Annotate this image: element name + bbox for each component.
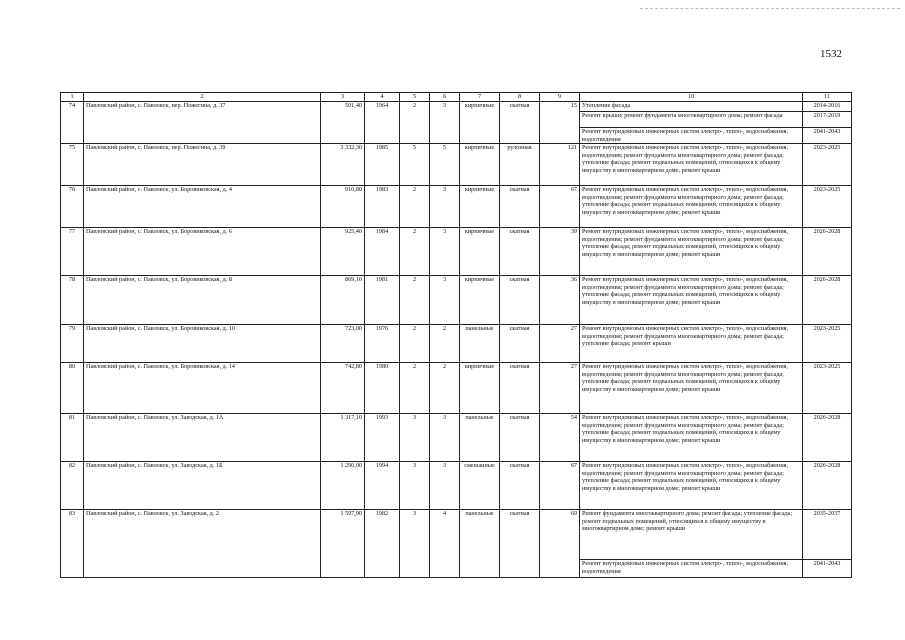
entrances-cell: 3: [430, 462, 460, 510]
column-header-10: 10: [580, 93, 803, 102]
walls-cell: кирпичные: [460, 144, 500, 186]
entrances-cell: 3: [430, 228, 460, 276]
address-cell: Павловский район, с. Павловск, ул. Заводская, д. 1Б: [84, 462, 321, 510]
works-cell: Утепление фасада: [580, 102, 803, 112]
works-cell: Ремонт внутридомовых инженерных систем электро-, тепло-, водоснабжения, водоотведения; ремонт фундамента многоквартирного дома; ремонт фасада; утепление фасада; ремонт крыши: [580, 325, 803, 363]
table-row: [61, 414, 852, 462]
roof-cell: скатная: [500, 510, 540, 578]
row-number: 77: [61, 228, 84, 276]
table-row: [61, 102, 852, 112]
column-header-5: 5: [400, 93, 430, 102]
address-cell: Павловский район, с. Павловск, ул. Боровиковская, д. 6: [84, 228, 321, 276]
roof-cell: скатная: [500, 228, 540, 276]
residents-cell: 67: [540, 186, 580, 228]
walls-cell: панельные: [460, 414, 500, 462]
floors-cell: 3: [400, 414, 430, 462]
floors-cell: 2: [400, 276, 430, 325]
address-cell: Павловский район, с. Павловск, ул. Боровиковская, д. 8: [84, 276, 321, 325]
area-cell: 742,80: [321, 363, 365, 414]
year-cell: 1982: [365, 510, 400, 578]
roof-cell: скатная: [500, 414, 540, 462]
year-cell: 1994: [365, 462, 400, 510]
walls-cell: кирпичные: [460, 363, 500, 414]
walls-cell: кирпичные: [460, 228, 500, 276]
roof-cell: скатная: [500, 276, 540, 325]
works-cell: Ремонт внутридомовых инженерных систем электро-, тепло-, водоснабжения, водоотведения; ремонт фундамента многоквартирного дома; ремонт фасада; утепление фасада; ремонт подвальных помещений, относящихся к общему имуществу в многоквартирном доме; ремонт крыши: [580, 414, 803, 462]
header-row: [61, 93, 852, 102]
period-cell: 2026-2028: [803, 276, 852, 325]
entrances-cell: 5: [430, 144, 460, 186]
address-cell: Павловский район, с. Павловск, пер. Пожегина, д. 37: [84, 102, 321, 144]
period-cell: 2026-2028: [803, 414, 852, 462]
period-cell: 2017-2019: [803, 112, 852, 128]
top-scan-line: [640, 8, 900, 9]
row-number: 75: [61, 144, 84, 186]
period-cell: 2035-2037: [803, 510, 852, 560]
floors-cell: 2: [400, 325, 430, 363]
row-number: 82: [61, 462, 84, 510]
row-number: 76: [61, 186, 84, 228]
year-cell: 1981: [365, 276, 400, 325]
entrances-cell: 3: [430, 186, 460, 228]
walls-cell: панельные: [460, 510, 500, 578]
works-cell: Ремонт внутридомовых инженерных систем электро-, тепло-, водоснабжения, водоотведения; ремонт фундамента многоквартирного дома; ремонт фасада; утепление фасада; ремонт подвальных помещений, относящихся к общему имуществу в многоквартирном доме; ремонт крыши: [580, 144, 803, 186]
table-row: [61, 510, 852, 560]
works-cell: Ремонт внутридомовых инженерных систем электро-, тепло-, водоснабжения, водоотведения; ремонт фундамента многоквартирного дома; ремонт фасада; утепление фасада; ремонт подвальных помещений, относящихся к общему имуществу в многоквартирном доме; ремонт крыши: [580, 276, 803, 325]
entrances-cell: 3: [430, 102, 460, 144]
roof-cell: рулонная: [500, 144, 540, 186]
roof-cell: скатная: [500, 363, 540, 414]
period-cell: 2014-2016: [803, 102, 852, 112]
table-row: [61, 144, 852, 186]
entrances-cell: 3: [430, 276, 460, 325]
year-cell: 1984: [365, 228, 400, 276]
roof-cell: скатная: [500, 102, 540, 144]
period-cell: 2023-2025: [803, 325, 852, 363]
floors-cell: 2: [400, 102, 430, 144]
row-number: 81: [61, 414, 84, 462]
table-row: [61, 228, 852, 276]
address-cell: Павловский район, с. Павловск, ул. Заводская, д. 2: [84, 510, 321, 578]
entrances-cell: 3: [430, 414, 460, 462]
floors-cell: 2: [400, 228, 430, 276]
residents-cell: 27: [540, 363, 580, 414]
address-cell: Павловский район, с. Павловск, ул. Боровиковская, д. 14: [84, 363, 321, 414]
residents-cell: 67: [540, 462, 580, 510]
floors-cell: 3: [400, 510, 430, 578]
area-cell: 925,40: [321, 228, 365, 276]
column-header-4: 4: [365, 93, 400, 102]
period-cell: 2026-2028: [803, 228, 852, 276]
roof-cell: скатная: [500, 325, 540, 363]
table-row: [61, 363, 852, 414]
area-cell: 723,00: [321, 325, 365, 363]
column-header-6: 6: [430, 93, 460, 102]
roof-cell: скатная: [500, 462, 540, 510]
year-cell: 1983: [365, 186, 400, 228]
works-cell: Ремонт внутридомовых инженерных систем электро-, тепло-, водоснабжения, водоотведения: [580, 560, 803, 578]
period-cell: 2023-2025: [803, 144, 852, 186]
walls-cell: кирпичные: [460, 102, 500, 144]
residents-cell: 15: [540, 102, 580, 144]
address-cell: Павловский район, с. Павловск, ул. Боровиковская, д. 4: [84, 186, 321, 228]
year-cell: 1976: [365, 325, 400, 363]
entrances-cell: 2: [430, 363, 460, 414]
table-row: [61, 325, 852, 363]
period-cell: 2023-2025: [803, 363, 852, 414]
column-header-8: 8: [500, 93, 540, 102]
floors-cell: 2: [400, 186, 430, 228]
entrances-cell: 4: [430, 510, 460, 578]
page-number: 1532: [820, 48, 842, 60]
roof-cell: скатная: [500, 186, 540, 228]
column-header-2: 2: [84, 93, 321, 102]
column-header-3: 3: [321, 93, 365, 102]
period-cell: 2041-2043: [803, 560, 852, 578]
entrances-cell: 2: [430, 325, 460, 363]
works-cell: Ремонт внутридомовых инженерных систем электро-, тепло-, водоснабжения, водоотведения: [580, 128, 803, 144]
column-header-7: 7: [460, 93, 500, 102]
year-cell: 1985: [365, 144, 400, 186]
address-cell: Павловский район, с. Павловск, ул. Заводская, д. 1А: [84, 414, 321, 462]
area-cell: 1 597,90: [321, 510, 365, 578]
address-cell: Павловский район, с. Павловск, пер. Пожегина, д. 39: [84, 144, 321, 186]
walls-cell: кирпичные: [460, 276, 500, 325]
housing-repair-table: [60, 92, 852, 578]
works-cell: Ремонт внутридомовых инженерных систем электро-, тепло-, водоснабжения, водоотведения; ремонт фундамента многоквартирного дома; ремонт фасада; утепление фасада; ремонт подвальных помещений, относящихся к общему имуществу в многоквартирном доме; ремонт крыши: [580, 228, 803, 276]
works-cell: Ремонт крыши; ремонт фундамента многоквартирного дома; ремонт фасада: [580, 112, 803, 128]
row-number: 79: [61, 325, 84, 363]
residents-cell: 121: [540, 144, 580, 186]
area-cell: 501,40: [321, 102, 365, 144]
table-row: [61, 462, 852, 510]
floors-cell: 2: [400, 363, 430, 414]
residents-cell: 36: [540, 276, 580, 325]
works-cell: Ремонт внутридомовых инженерных систем электро-, тепло-, водоснабжения, водоотведения; ремонт фундамента многоквартирного дома; ремонт фасада; утепление фасада; ремонт подвальных помещений, относящихся к общему имуществу в многоквартирном доме; ремонт крыши: [580, 186, 803, 228]
area-cell: 3 332,30: [321, 144, 365, 186]
column-header-11: 11: [803, 93, 852, 102]
area-cell: 869,10: [321, 276, 365, 325]
residents-cell: 54: [540, 414, 580, 462]
column-header-1: 1: [61, 93, 84, 102]
column-header-9: 9: [540, 93, 580, 102]
period-cell: 2026-2028: [803, 462, 852, 510]
address-cell: Павловский район, с. Павловск, ул. Боровиковская, д. 10: [84, 325, 321, 363]
works-cell: Ремонт внутридомовых инженерных систем электро-, тепло-, водоснабжения, водоотведения; ремонт фундамента многоквартирного дома; ремонт фасада; утепление фасада; ремонт подвальных помещений, относящихся к общему имуществу в многоквартирном доме; ремонт крыши: [580, 462, 803, 510]
walls-cell: смешанные: [460, 462, 500, 510]
area-cell: 910,80: [321, 186, 365, 228]
row-number: 74: [61, 102, 84, 144]
row-number: 83: [61, 510, 84, 578]
floors-cell: 5: [400, 144, 430, 186]
table-row: [61, 186, 852, 228]
period-cell: 2041-2043: [803, 128, 852, 144]
year-cell: 1964: [365, 102, 400, 144]
row-number: 78: [61, 276, 84, 325]
table-row: [61, 276, 852, 325]
works-cell: Ремонт внутридомовых инженерных систем электро-, тепло-, водоснабжения, водоотведения; ремонт фундамента многоквартирного дома; ремонт фасада; утепление фасада; ремонт подвальных помещений, относящихся к общему имуществу в многоквартирном доме; ремонт крыши: [580, 363, 803, 414]
area-cell: 1 317,10: [321, 414, 365, 462]
area-cell: 1 290,00: [321, 462, 365, 510]
residents-cell: 69: [540, 510, 580, 578]
floors-cell: 3: [400, 462, 430, 510]
works-cell: Ремонт фундамента многоквартирного дома; ремонт фасада; утепление фасада; ремонт подвальных помещений, относящихся к общему имуществу в многоквартирном доме; ремонт крыши: [580, 510, 803, 560]
walls-cell: кирпичные: [460, 186, 500, 228]
residents-cell: 27: [540, 325, 580, 363]
period-cell: 2023-2025: [803, 186, 852, 228]
walls-cell: панельные: [460, 325, 500, 363]
year-cell: 1980: [365, 363, 400, 414]
row-number: 80: [61, 363, 84, 414]
year-cell: 1993: [365, 414, 400, 462]
residents-cell: 39: [540, 228, 580, 276]
